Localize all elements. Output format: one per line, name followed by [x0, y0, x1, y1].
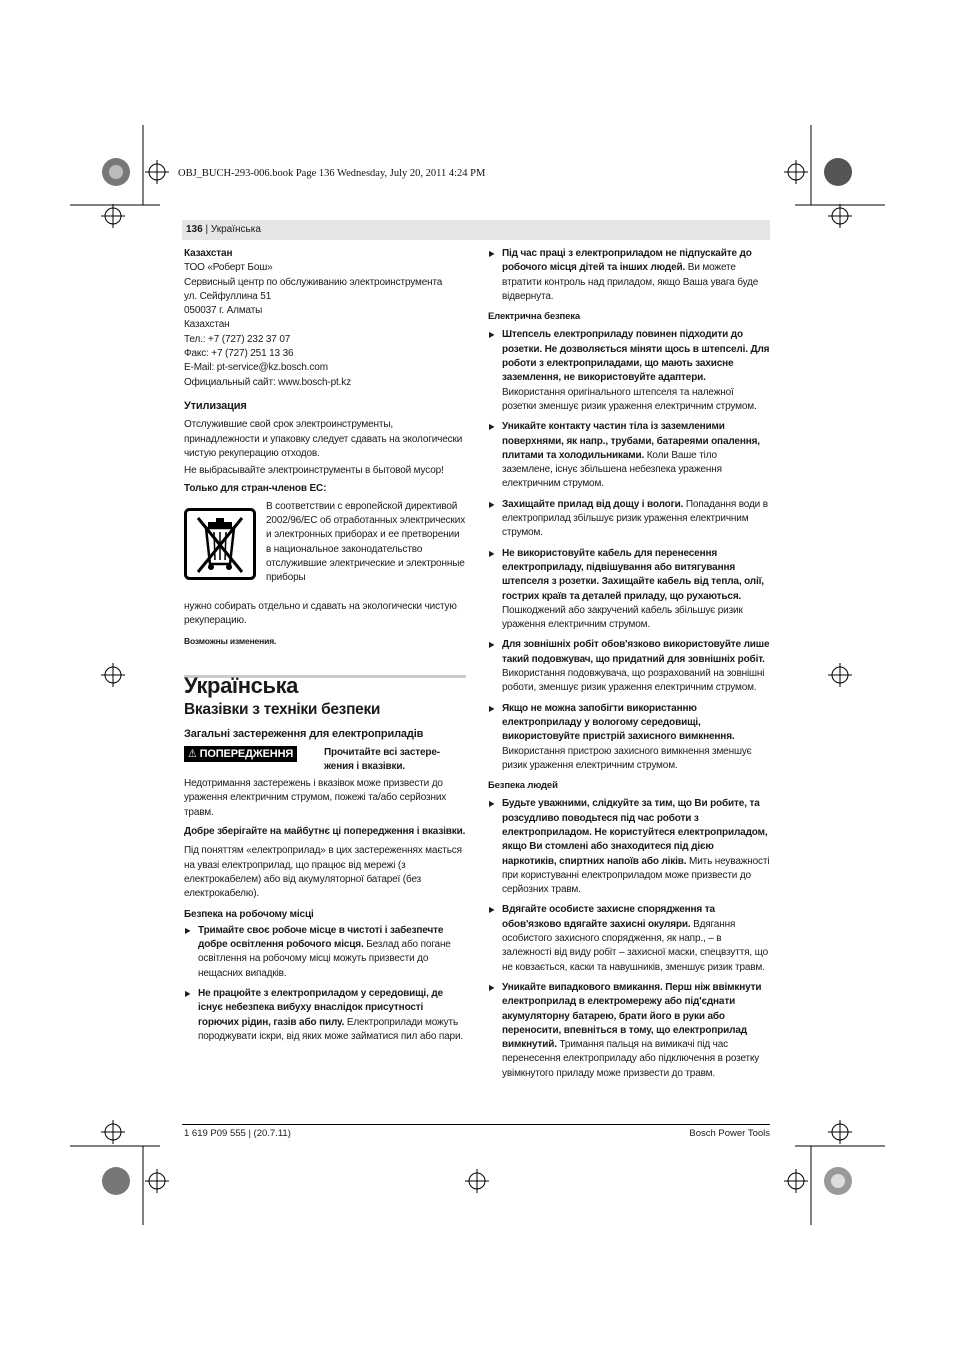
eu-text-cont: нужно собирать отдельно и сдавать на экологически чистую рекуперацию. — [184, 600, 457, 627]
kz-line: Тел.: +7 (727) 232 37 07 — [184, 333, 291, 345]
bullet-item: ▶ Якщо не можна запобігти використанню електроприладу у вологому середовищі, використовуйте пристрій захисного вимкнення. Використання пристрою захисного вимкнення зменшує ризик ураження електричним струмом. — [488, 702, 770, 773]
kz-line: Официальный сайт: www.bosch-pt.kz — [184, 376, 351, 388]
print-slug: OBJ_BUCH-293-006.book Page 136 Wednesday, July 20, 2011 4:24 PM — [178, 168, 486, 179]
util-title: Утилизация — [184, 399, 247, 412]
footer-rule — [182, 1124, 770, 1125]
bullet-item: ▶ Уникайте контакту частин тіла із заземленими поверхнями, як напр., трубами, батареями опалення, плитами та холодильниками. Коли Ваше тіло заземлене, існує збільшена небезпека ураження електричним струмом. — [488, 420, 770, 491]
general-warnings-title: Загальні застереження для електроприладів — [184, 728, 424, 741]
electrical-safety-title: Електрична безпека — [488, 311, 580, 323]
page-number: 136 — [186, 224, 203, 235]
bullet-item: ▶ Штепсель електроприладу повинен підходити до розетки. Не дозволяється міняти щось в штепселі. Для роботи з електроприладами, що мають захисне заземлення, не використовуйте адаптери. Використання оригінального штепселя та належної розетки зменшує ризик ураження електричним струмом. — [488, 328, 770, 414]
warning-label: ПОПЕРЕДЖЕННЯ — [199, 747, 294, 760]
kz-line: 050037 г. Алматы — [184, 305, 263, 317]
page-header-bar — [182, 220, 770, 240]
bullet-item: ▶ Вдягайте особисте захисне спорядження та обов'язково вдягайте захисні окуляри. Вдягання особистого захисного спорядження, як напр., – в залежності від виду робіт – захисної маски, спецвзуття, що не ковзається, каски та навушників, зменшує ризик травм. — [488, 903, 770, 974]
work-safety-title: Безпека на робочому місці — [184, 908, 314, 920]
warning-read: Прочитайте всі застере-жения і вказівки. — [324, 746, 440, 772]
warning-badge: ⚠ ПОПЕРЕДЖЕННЯ — [184, 746, 297, 762]
people-safety-title: Безпека людей — [488, 780, 558, 792]
eu-text-side: В соответствии с европейской директивой 2002/96/ЕС об отработанных электрических и электронных приборах и ее претворении в национальное законодательство отслужившие электрические и электронные приборы — [266, 500, 466, 584]
bullet-item: ▶ Не використовуйте кабель для перенесення електроприладу, підвішування або витягування штепселя з розетки. Захищайте кабель від тепла, олії, гострих країв та деталей приладу, що рухаються. Пошкоджений або закручений кабель збільшує ризик ураження електричним струмом. — [488, 547, 770, 633]
warning-row — [184, 746, 466, 775]
bullet-item: ▶ Не працюйте з електроприладом у середовищі, де існує небезпека вибуху внаслідок присутності горючих рідин, газів або пилу. Електроприлади можуть породжувати іскри, від яких може займатися пил або пари. — [184, 987, 466, 1044]
header-section: Українська — [210, 224, 261, 235]
bullet-item: ▶ Для зовнішніх робіт обов'язково використовуйте лише такий подовжувач, що придатний для зовнішніх робіт. Використання подовжувача, що розрахований на зовнішні роботи, зменшує ризик ураження електричним струмом. — [488, 638, 770, 695]
footer-brand: Bosch Power Tools — [689, 1128, 770, 1139]
kz-line: Казахстан — [184, 319, 230, 331]
right-column — [488, 247, 770, 1087]
kz-line: ул. Сейфуллина 51 — [184, 290, 272, 302]
kz-line: E-Mail: pt-service@kz.bosch.com — [184, 362, 328, 374]
bullet-item: ▶ Під час праці з електроприладом не підпускайте до робочого місця дітей та інших людей. Ви можете втратити контроль над приладом, якщо Ваша увага буде відвернута. — [488, 247, 770, 304]
page-header: 136 | Українська — [186, 224, 261, 235]
util-text2: Не выбрасывайте электроинструменты в бытовой мусор! — [184, 465, 444, 477]
weee-bin-icon — [184, 508, 256, 580]
keep-text: Добре зберігайте на майбутнє ці попередження і вказівки. — [184, 826, 466, 838]
changes-note: Возможны изменения. — [184, 636, 277, 647]
bullet-item: ▶ Тримайте своє робоче місце в чистоті і забезпечте добре освітлення робочого місця. Безлад або погане освітлення на робочому місці можуть призвести до нещасних випадків. — [184, 924, 466, 981]
util-text: Отслужившие свой срок электроинструменты, принадлежности и упаковку следует сдавать на экологически чистую рекуперацию отходов. — [184, 419, 463, 459]
footer-code: 1 619 P09 555 | (20.7.11) — [184, 1128, 291, 1139]
bullet-item: ▶ Уникайте випадкового вмикання. Перш ніж ввімкнути електроприлад в електромережу або під'єднати акумуляторну батарею, брати його в руки або переносити, впевніться в тому, що електроприлад вимкнутий. Тримання пальця на вимикачі під час перенесення електроприладу або підключення в розетку увімкнутого приладу може призвести до травм. — [488, 981, 770, 1081]
safety-title: Вказівки з техніки безпеки — [184, 700, 381, 718]
kz-line: ТОО «Роберт Бош» — [184, 262, 273, 274]
eu-title: Только для стран-членов ЕС: — [184, 483, 327, 495]
kz-title: Казахстан — [184, 248, 233, 259]
kz-line: Сервисный центр по обслуживанию электроинструмента — [184, 276, 443, 288]
term-text: Під поняттям «електроприлад» в цих застереженнях мається на увазі електроприлад, що працює від мережі (з електрокабелем) або від акумуляторної батареї (без електрокабелю). — [184, 845, 462, 900]
bullet-item: ▶ Будьте уважними, слідкуйте за тим, що Ви робите, та розсудливо поводьтеся під час роботи з електроприладом. Не користуйтеся електроприладом, якщо Ви стомлені або знаходитеся під дією наркотиків, спиртних напоїв або ліків. Мить неуважності при користуванні електроприладом може призвести до серйозних травм. — [488, 797, 770, 897]
bullet-item: ▶ Захищайте прилад від дощу і вологи. Попадання води в електроприлад збільшує ризик ураження електричним струмом. — [488, 498, 770, 541]
warning-text: Недотримання застережень і вказівок може призвести до ураження електричним струмом, пожежі та/або серйозних травм. — [184, 778, 447, 818]
left-column — [184, 247, 466, 1050]
language-title: Українська — [184, 672, 299, 698]
kz-line: Факс: +7 (727) 251 13 36 — [184, 348, 294, 360]
